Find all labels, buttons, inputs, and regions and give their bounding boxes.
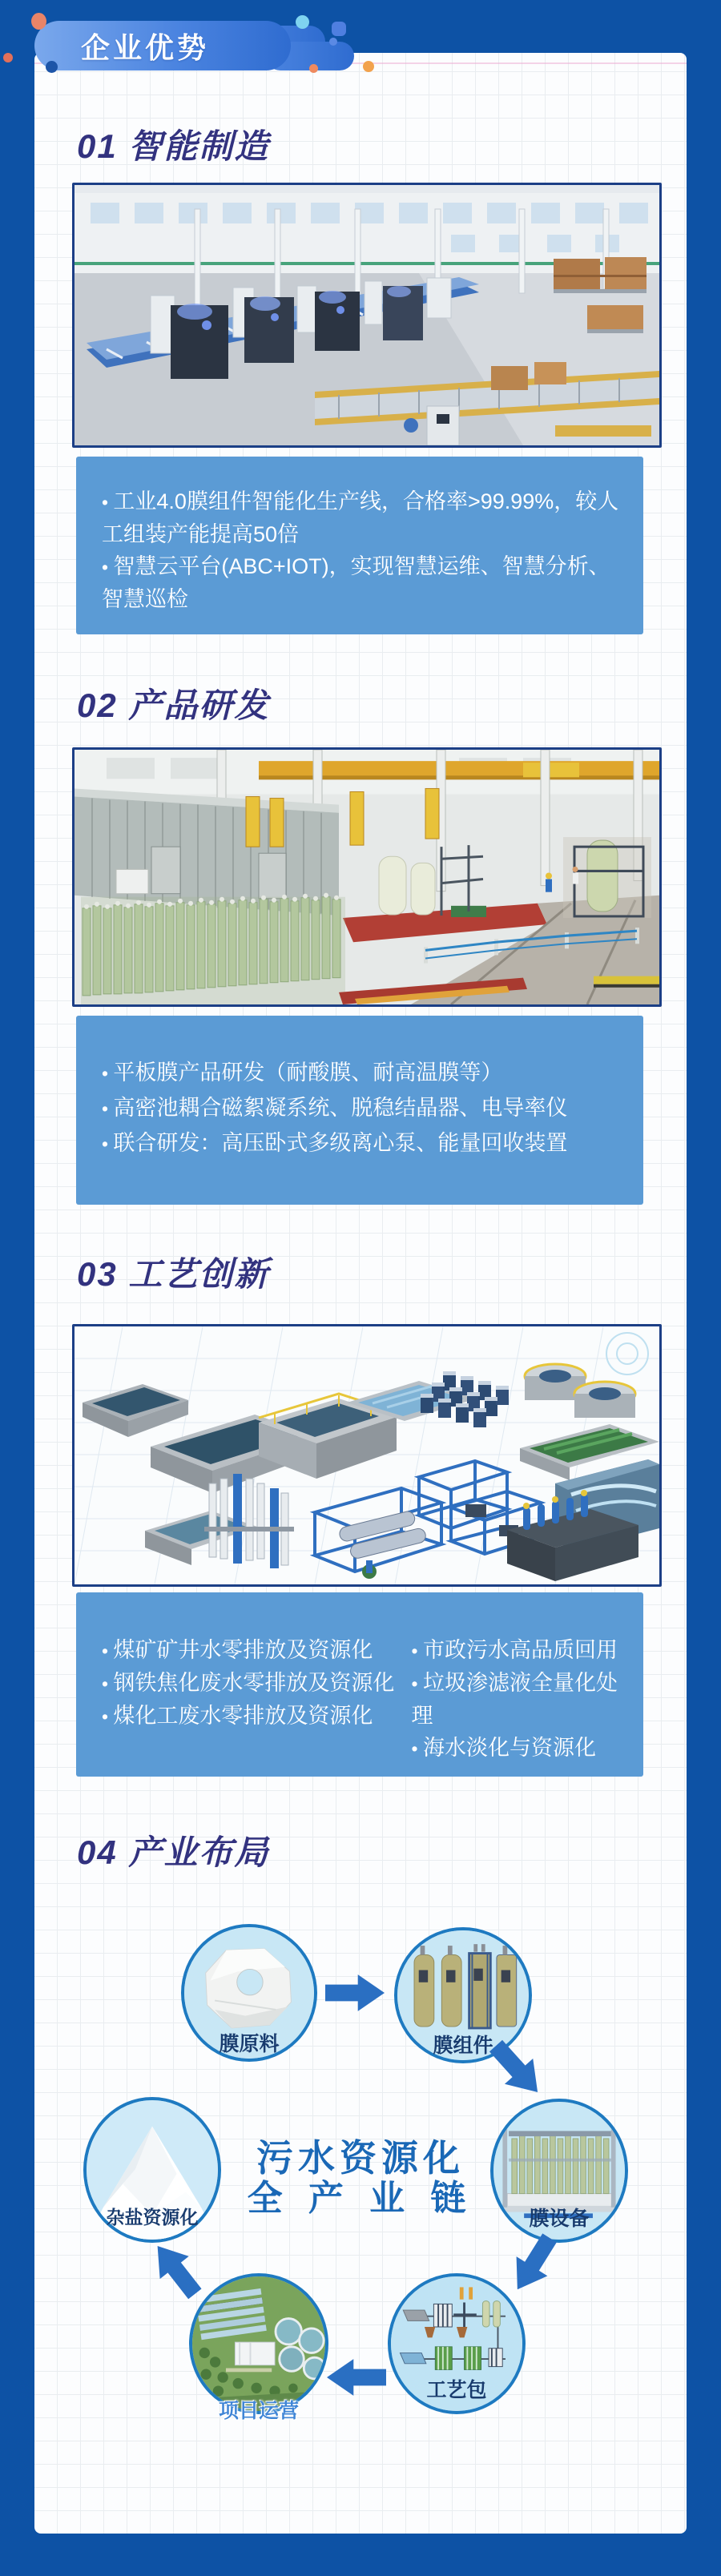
node-project-operation <box>189 2273 328 2414</box>
rd-workshop-illustration <box>75 750 659 1004</box>
bullet: • 市政污水高品质回用 <box>412 1634 627 1667</box>
diagram-title-line2: 全 产 业 链 <box>247 2179 474 2218</box>
smart-factory-illustration <box>75 185 659 445</box>
bullet: • 垃圾渗滤液全量化处理 <box>412 1667 627 1732</box>
bullet: • 煤矿矿井水零排放及资源化 <box>102 1634 412 1667</box>
section-3-bullets-left <box>102 1634 412 1765</box>
section-1-bullet-list <box>102 485 619 615</box>
cyan-dot-decoration <box>296 15 309 29</box>
header-banner <box>34 21 291 70</box>
section-2-textbox <box>76 1016 643 1205</box>
page-title: 企业优势 <box>81 30 210 64</box>
rd-workshop-photo <box>72 747 662 1007</box>
orange-dot-decoration <box>31 13 46 30</box>
section-1-textbox <box>76 457 643 634</box>
plant-aerial-icon <box>192 2276 325 2411</box>
navy-dot-decoration <box>46 61 58 73</box>
bullet: • 工业4.0膜组件智能化生产线，合格率>99.99%，较人工组装产能提高50倍 <box>102 485 619 550</box>
section-3-heading: 03 工艺创新 <box>77 1255 270 1293</box>
bullet: • 联合研发：高压卧式多级离心泵、能量回收装置 <box>102 1126 621 1161</box>
process-render-illustration <box>75 1326 659 1584</box>
node-label-membrane-equipment: 膜设备 <box>529 2208 590 2230</box>
node-label-membrane-module: 膜组件 <box>433 2035 493 2057</box>
smart-factory-photo <box>72 183 662 448</box>
bullet: • 平板膜产品研发（耐酸膜、耐高温膜等） <box>102 1056 621 1091</box>
bullet: • 海水淡化与资源化 <box>412 1732 627 1765</box>
bullet: • 钢铁焦化废水零排放及资源化 <box>102 1667 412 1700</box>
node-label-salt-recycling: 杂盐资源化 <box>106 2207 199 2228</box>
diagram-title-line1: 污水资源化 <box>256 2137 465 2179</box>
section-1-heading: 01 智能制造 <box>77 127 270 165</box>
node-label-project-operation: 项目运营 <box>218 2400 299 2422</box>
section-3-textbox <box>76 1592 643 1777</box>
section-4-heading: 04 产业布局 <box>77 1833 270 1871</box>
node-label-membrane-raw-material: 膜原料 <box>219 2033 280 2055</box>
bullet: • 煤化工废水零排放及资源化 <box>102 1700 412 1733</box>
orange-dot-decoration <box>309 64 318 73</box>
section-3-bullets-right <box>412 1634 627 1765</box>
salmon-dot-decoration <box>3 53 13 62</box>
orange-dot-decoration <box>363 61 374 72</box>
process-render-photo <box>72 1324 662 1587</box>
blue-square-decoration <box>332 22 346 36</box>
section-2-heading: 02 产品研发 <box>77 686 270 724</box>
section-2-bullet-list <box>102 1056 621 1161</box>
node-label-process-package: 工艺包 <box>426 2379 487 2401</box>
bullet: • 高密池耦合磁絮凝系统、脱稳结晶器、电导率仪 <box>102 1091 621 1126</box>
blue-dot-decoration <box>329 38 337 46</box>
bullet: • 智慧云平台(ABC+IOT)，实现智慧运维、智慧分析、智慧巡检 <box>102 550 619 615</box>
